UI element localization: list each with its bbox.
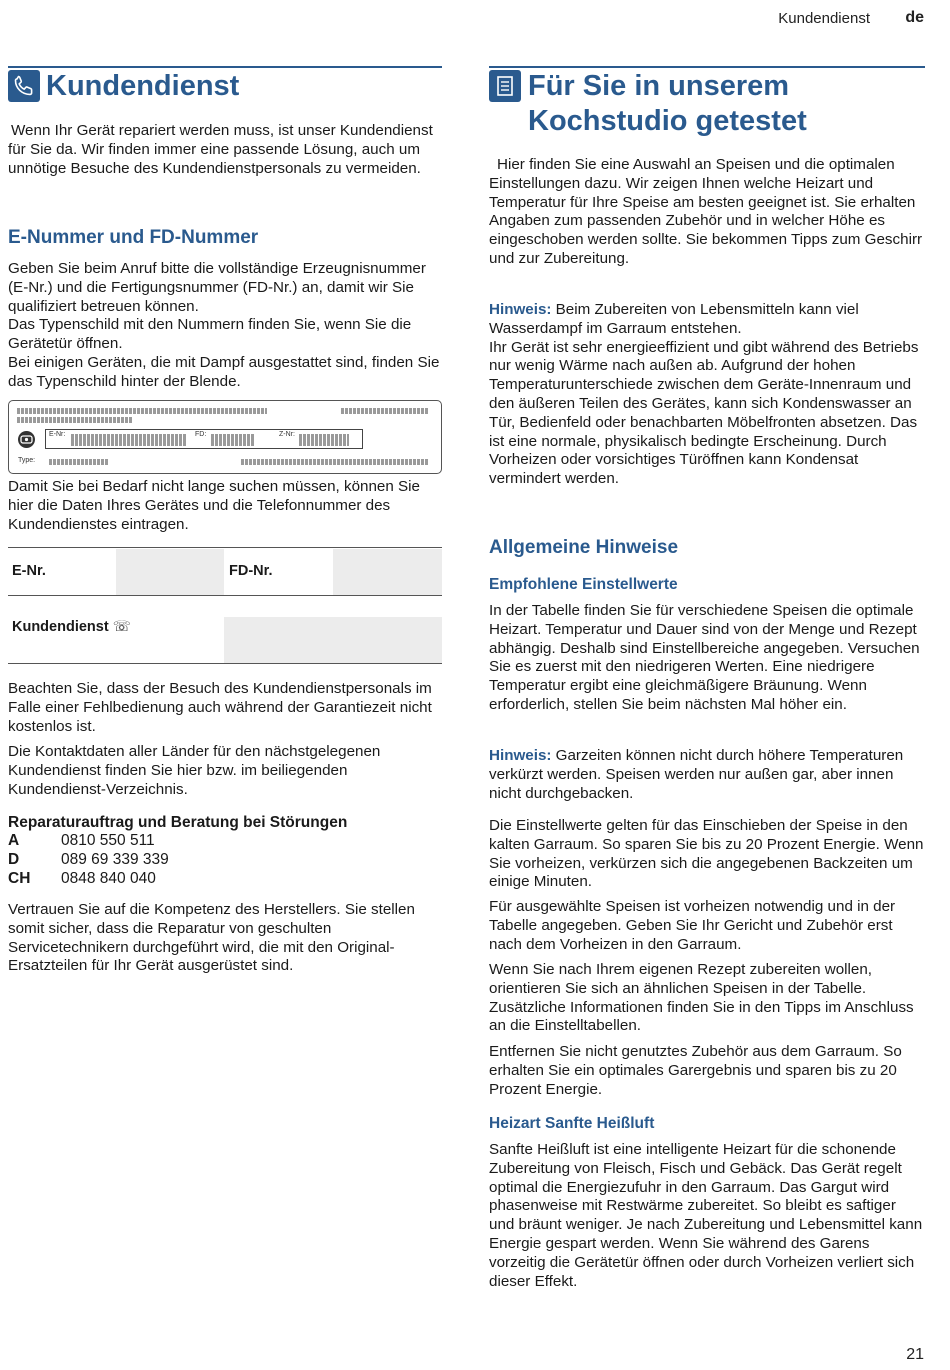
plate-type-label: Type: <box>18 457 36 464</box>
kundendienst-section-header <box>8 66 442 102</box>
repair-row-ch: CH 0848 840 040 <box>8 870 156 887</box>
page-number: 21 <box>906 1346 924 1363</box>
running-header-section: Kundendienst <box>778 10 870 27</box>
hint-paragraph-1: Hinweis: Beim Zubereiten von Lebensmitteln kann viel Wasserdampf im Garraum entstehen. <box>489 301 859 337</box>
intro-paragraph: Wenn Ihr Gerät repariert werden muss, ist unser Kundendienst für Sie da. Wir finden immer eine passende Lösung, auch um unnötige Besuche des Kundendienstpersonals zu vermeiden. <box>8 122 433 177</box>
recommended-heading: Empfohlene Einstellwerte <box>489 576 678 593</box>
repair-row-d: D 089 69 339 339 <box>8 851 169 868</box>
enr-paragraph-2: Das Typenschild mit den Nummern finden Sie, wenn Sie die Gerätetür öffnen. <box>8 316 412 353</box>
kochstudio-title: Für Sie in unserem Kochstudio getestet <box>528 70 807 137</box>
language-code: de <box>905 9 924 26</box>
plate-znr-label: Z-Nr: <box>279 431 295 438</box>
preheat-paragraph: Für ausgewählte Speisen ist vorheizen notwendig und in der Tabelle angegeben. Geben Sie Ihr Gericht und Zubehör erst nach dem Vorheizen in den Garraum. <box>489 898 896 953</box>
right-column <box>489 0 925 1320</box>
enr-heading: E-Nummer und FD-Nummer <box>8 227 259 248</box>
kochstudio-intro: Hier finden Sie eine Auswahl an Speisen und die optimalen Einstellungen dazu. Wir zeigen Ihnen welche Heizart und Temperatur für Ihre Speise am besten geeignet ist. Sie erhalten Angaben zum passenden Zubehör und in welcher Höhe es eingeschoben werden sollte. Sie bekommen Tipps zum Geschirr und zur Zubereitung. <box>489 156 923 267</box>
hint-block-1 <box>489 301 925 489</box>
repair-row-a: A 0810 550 511 <box>8 832 155 849</box>
kundendienst-title: Kundendienst <box>46 70 240 102</box>
hint-paragraph-2: Hinweis: Garzeiten können nicht durch höhere Temperaturen verkürzt werden. Speisen werden nur außen gar, aber innen nicht durchgebacken. <box>489 747 904 802</box>
phone-icon <box>8 70 40 102</box>
note-paragraph-1: Beachten Sie, dass der Besuch des Kundendienstpersonals im Falle einer Fehlbedienung auch während der Garantiezeit nicht kostenlos ist. <box>8 680 432 735</box>
heizart-heading: Heizart Sanfte Heißluft <box>489 1115 655 1132</box>
kd-label: Kundendienst ☏ <box>12 619 131 635</box>
enr-paragraph-1: Geben Sie beim Anruf bitte die vollständige Erzeugnisnummer (E-Nr.) und die Fertigungsnummer (FD-Nr.) an, damit wir Sie qualifiziert betreuen können. <box>8 260 426 315</box>
hint-label-2: Hinweis: <box>489 747 552 764</box>
general-heading: Allgemeine Hinweise <box>489 537 679 558</box>
plate-enr-label: E-Nr: <box>49 431 66 438</box>
plate-fd-label: FD: <box>195 431 207 438</box>
trust-paragraph: Vertrauen Sie auf die Kompetenz des Herstellers. Sie stellen somit sicher, dass die Reparatur von geschulten Servicetechnikern durchgeführt wird, die mit den Original-Ersatzteilen für Ihr Gerät ausgerüstet sind. <box>8 901 415 975</box>
fdnr-label: FD-Nr. <box>229 563 273 579</box>
enr-label: E-Nr. <box>12 563 46 579</box>
hint-paragraph-1-more: Ihr Gerät ist sehr energieeffizient und gibt während des Betriebs nur wenig Wärme nach außen ab. Aufgrund der hohen Temperaturunterschiede zwischen dem Geräte-Innenraum und den äußeren Teilen des Gerätes, kann sich Kondenswasser an Tür, Bedienfeld oder benachbarten Möbelfronten absetzen. Das ist eine normale, physikalisch bedingte Erscheinung. Durch Vorheizen oder vorsichtiges Türöffnen kann Kondensat vermindert werden. <box>489 338 919 488</box>
hint-label-1: Hinweis: <box>489 301 552 318</box>
heizart-paragraph: Sanfte Heißluft ist eine intelligente Heizart für die schonende Zubereitung von Fleisch, Fisch und Gebäck. Das Gerät regelt optimal die Energiezufuhr in den Garraum. Das Gargut wird phasenweise mit Restwärme zubereitet. So bleibt es saftiger und bräunt weniger. Je nach Zubereitung und Lebensmittel kann Energie gespart werden. Wenn Sie während des Garens vorzeitig die Gerätetür öffnen oder durch Vorheizen verliert sich dieser Effekt. <box>489 1141 923 1290</box>
remove-accessory-paragraph: Entfernen Sie nicht genutztes Zubehör aus dem Garraum. So erhalten Sie ein optimales Garergebnis und sparen bis zu 20 Prozent Energie. <box>489 1043 902 1098</box>
table-intro-paragraph: Damit Sie bei Bedarf nicht lange suchen müssen, können Sie hier die Daten Ihres Gerätes und die Telefonnummer des Kundendienstes eintragen. <box>8 478 420 533</box>
note-paragraph-2: Die Kontaktdaten aller Länder für den nächstgelegenen Kundendienst finden Sie hier bzw. im beiliegenden Kundendienst-Verzeichnis. <box>8 743 381 798</box>
type-plate-illustration <box>8 400 442 474</box>
cold-oven-paragraph: Die Einstellwerte gelten für das Einschieben der Speise in den kalten Garraum. So sparen Sie bis zu 20 Prozent Energie. Wenn Sie vorheizen, verkürzen sich die angegebenen Backzeiten um einige Minuten. <box>489 817 924 891</box>
phone-small-icon: ☏ <box>112 619 131 635</box>
left-column <box>8 0 442 1000</box>
recommended-paragraph: In der Tabelle finden Sie für verschiedene Speisen die optimale Heizart. Temperatur und Dauer sind von der Menge und Rezept abhängig. Deshalb sind Einstellbereiche angegeben. Versuchen Sie es zuerst mit den niedrigeren Werten. Eine niedrigere Temperatur ergibt eine gleichmäßigere Bräunung. Wenn erforderlich, stellen Sie beim nächsten Mal höher ein. <box>489 602 920 713</box>
enr-text <box>8 260 442 392</box>
kochstudio-section-header <box>489 66 925 137</box>
enr-paragraph-3: Bei einigen Geräten, die mit Dampf ausgestattet sind, finden Sie das Typenschild hinter der Blende. <box>8 353 440 390</box>
book-icon <box>489 70 521 102</box>
certification-icon <box>18 431 35 448</box>
own-recipe-paragraph: Wenn Sie nach Ihrem eigenen Rezept zubereiten wollen, orientieren Sie sich an ähnlichen Speisen in der Tabelle. Zusätzliche Informationen finden Sie in den Tipps im Anschluss an die Einstelltabellen. <box>489 961 914 1035</box>
repair-block <box>8 814 442 888</box>
repair-heading: Reparaturauftrag und Beratung bei Störungen <box>8 814 348 831</box>
